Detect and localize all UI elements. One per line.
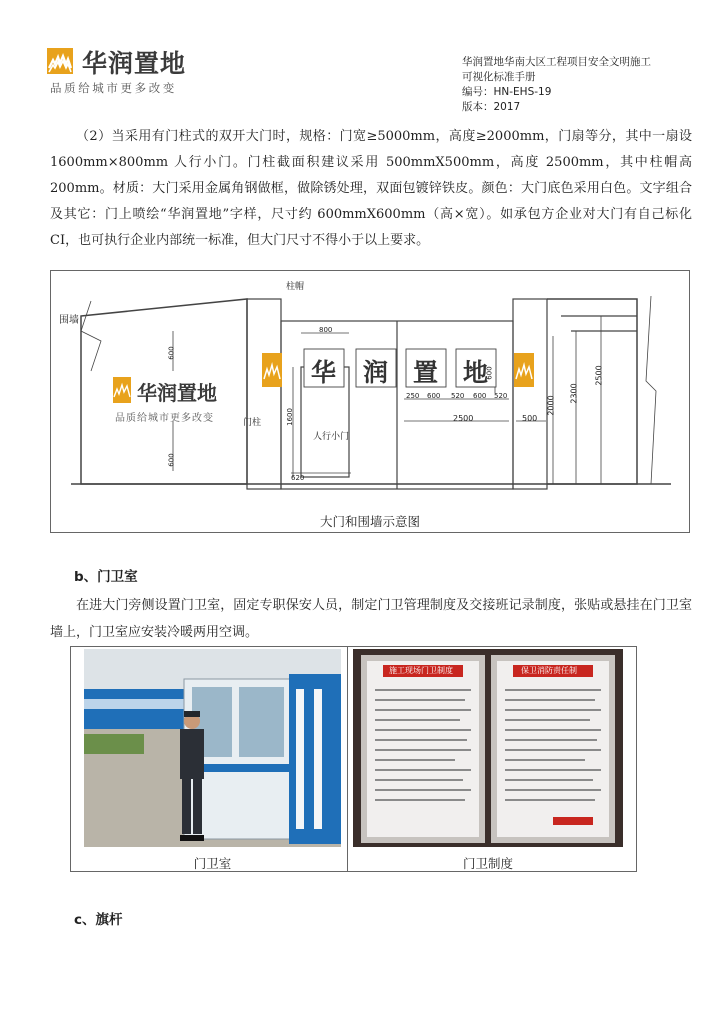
wall-logo-name: 华润置地 [137, 381, 217, 405]
wicket-door-label: 人行小门 [313, 432, 350, 442]
gate-wall-diagram [50, 270, 690, 533]
doc-version: 版本：2017 [462, 101, 521, 113]
brand-name: 华润置地 [82, 49, 187, 78]
guard-rules-image [353, 649, 623, 847]
dim-2500-vertical: 2500 [594, 365, 604, 386]
guard-room-paragraph [50, 592, 692, 646]
gate-spec-paragraph [50, 124, 692, 254]
guard-room-image [84, 649, 341, 847]
dim-600b: 600 [473, 392, 487, 400]
dim-250: 250 [406, 392, 420, 400]
gate-post-label: 门柱 [243, 418, 262, 428]
brand-logo-icon [47, 48, 73, 74]
section-c-title: c、旗杆 [74, 912, 123, 928]
dim-620: 620 [291, 474, 305, 482]
dim-1600: 1600 [285, 408, 294, 426]
guard-room-text: 在进大门旁侧设置门卫室，固定专职保安人员，制定门卫管理制度及交接班记录制度，张贴或悬挂在门卫室墙上，门卫室应安装冷暖两用空调。 [50, 598, 692, 640]
figure1-caption: 大门和围墙示意图 [319, 514, 420, 529]
board-left-title: 施工现场门卫制度 [389, 666, 453, 675]
post-cap-label: 柱帽 [286, 282, 305, 292]
doc-number: 编号：HN-EHS-19 [462, 86, 552, 98]
dim-500: 500 [522, 414, 538, 423]
gate-char-4: 地 [463, 358, 489, 387]
gate-char-3: 置 [413, 358, 439, 387]
dim-600-bottom: 600 [167, 453, 176, 467]
guard-rules-caption: 门卫制度 [462, 856, 513, 871]
section-b-title: b、门卫室 [74, 569, 138, 585]
wall-logo-slogan: 品质给城市更多改变 [115, 413, 214, 424]
dim-2000: 2000 [546, 395, 556, 416]
board-right-title: 保卫消防责任制 [521, 666, 577, 675]
dim-520b: 520 [494, 392, 508, 400]
photo-divider [347, 646, 348, 872]
dim-2500-horizontal: 2500 [453, 414, 474, 423]
gate-char-2: 润 [363, 358, 389, 387]
dim-800: 800 [319, 326, 333, 334]
dim-600a: 600 [427, 392, 441, 400]
wall-label: 围墙 [59, 315, 79, 326]
dim-600-char: 600 [485, 366, 494, 380]
dim-600-top: 600 [167, 346, 176, 360]
brand-slogan: 品质给城市更多改变 [50, 81, 177, 95]
guard-rules-photo [353, 649, 623, 847]
gate-char-1: 华 [311, 358, 337, 387]
gate-spec-text: （2）当采用有门柱式的双开大门时，规格：门宽≥5000mm，高度≥2000mm，门扇等分，其中一扇设 1600mm×800mm 人行小门。门柱截面积建议采用 500mmX500mm，高度 2500mm，其中柱帽高 200mm。材质：大门采用金属角钢做框，做除锈处理，双面包镀锌铁皮。颜色：大门底色采用白色。文字组合及其它：门上喷绘“华润置地”字样，尺寸约 600mmX600mm（高×宽）。如承包方企业对大门有自己标化 CI，也可执行企业内部统一标准，但大门尺寸不得小于以上要求。 [50, 129, 692, 248]
dim-520a: 520 [451, 392, 465, 400]
doc-title-line1: 华润置地华南大区工程项目安全文明施工 [462, 56, 651, 68]
guard-room-photo [84, 649, 341, 847]
guard-room-caption: 门卫室 [193, 856, 232, 871]
doc-title-line2: 可视化标准手册 [462, 71, 536, 83]
dim-2300: 2300 [569, 383, 579, 404]
